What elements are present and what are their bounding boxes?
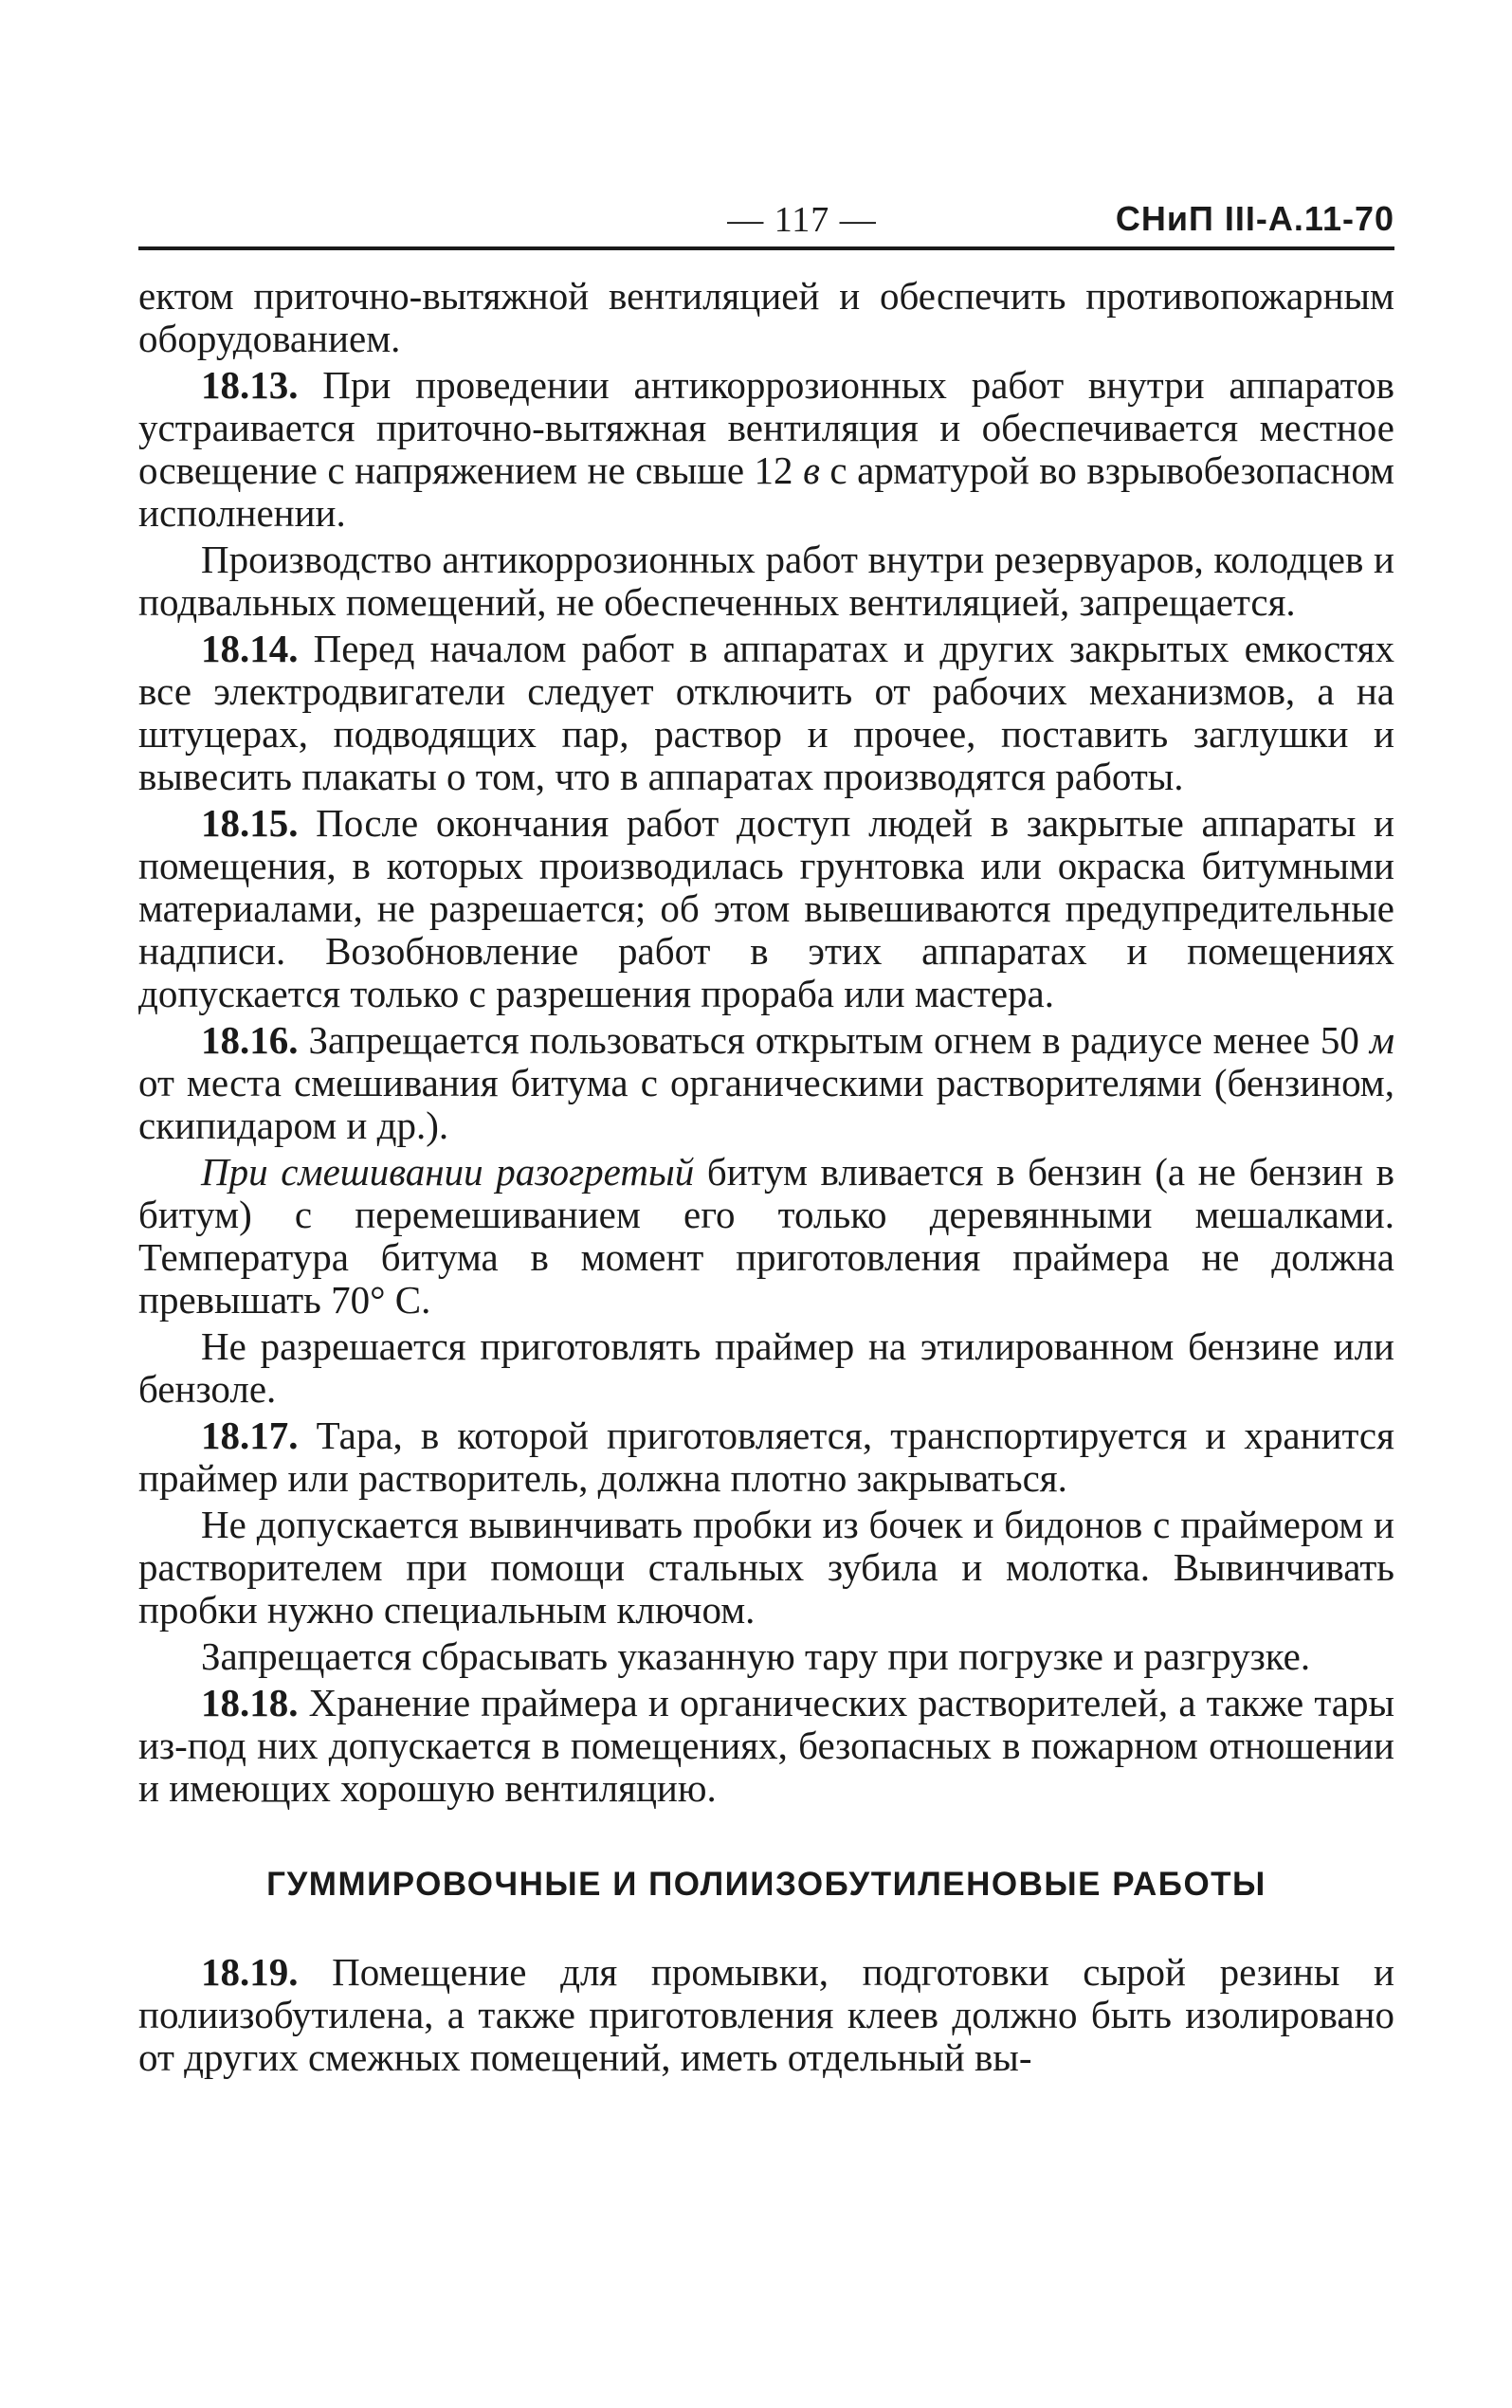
document-body: [138, 275, 1394, 2083]
paragraph-text: Не допускается вывинчивать пробки из бочек и бидонов с праймером и растворителем при помощи стальных зубила и молотка. Вывинчивать пробки нужно специальным ключом.: [138, 1503, 1394, 1632]
unit-meter: м: [1369, 1018, 1394, 1062]
clause-number: 18.15.: [201, 801, 299, 845]
clause-number: 18.14.: [201, 627, 299, 670]
clause-number: 18.16.: [201, 1018, 299, 1062]
paragraph-text: с арматурой во взрывобезопасном исполнении.: [138, 448, 1394, 535]
paragraph-text: Производство антикоррозионных работ внутри резервуаров, колодцев и подвальных помещений, не обеспеченных вентиляцией, запрещается.: [138, 538, 1394, 624]
paragraph-18-13-note: [138, 538, 1394, 624]
paragraph-18-16-primer: [138, 1325, 1394, 1411]
clause-number: 18.17.: [201, 1414, 299, 1457]
page-number: — 117 —: [727, 200, 877, 240]
paragraph-text: от места смешивания битума с органическими растворителями (бензином, скипидаром и др.).: [138, 1061, 1394, 1147]
paragraph-18-17-dropping: [138, 1635, 1394, 1678]
paragraph-text: битум вливается в бензин (а не бензин в битум) с перемешиванием его только деревянными мешалками. Температура битума в момент приготовления праймера не должна превышать 70° С.: [138, 1150, 1394, 1322]
paragraph-18-14: [138, 628, 1394, 798]
clause-number: 18.18.: [201, 1681, 299, 1724]
paragraph-text: ектом приточно-вытяжной вентиляцией и обеспечить противопожарным оборудованием.: [138, 274, 1394, 360]
paragraph-18-15: [138, 802, 1394, 1015]
paragraph-18-17-plugs: [138, 1504, 1394, 1632]
document-code: СНиП III-А.11-70: [1115, 199, 1394, 238]
page-header: [138, 195, 1394, 245]
clause-number: 18.19.: [201, 1950, 299, 1994]
paragraph-18-18: [138, 1682, 1394, 1810]
paragraph-18-13: [138, 364, 1394, 535]
paragraph-18-16: [138, 1019, 1394, 1147]
paragraph-18-16-mixing: [138, 1151, 1394, 1322]
paragraph-text: Хранение праймера и органических растворителей, а также тары из-под них допускается в помещениях, безопасных в пожарном отношении и имеющих хорошую вентиляцию.: [138, 1681, 1394, 1810]
paragraph-text: При проведении антикоррозионных работ внутри аппаратов устраивается приточно-вытяжная вентиляция и обеспечивается местное освещение с напряжением не свыше 12: [138, 363, 1394, 492]
paragraph-18-19: [138, 1951, 1394, 2079]
paragraph-18-17: [138, 1414, 1394, 1500]
italic-text: При смешивании разогретый: [201, 1150, 695, 1194]
paragraph-text: После окончания работ доступ людей в закрытые аппараты и помещения, в которых производилась грунтовка или окраска битумными материалами, не разрешается; об этом вывешиваются предупредительные надписи. Возобновление работ в этих аппаратах и помещениях допускается только с разрешения прораба или мастера.: [138, 801, 1394, 1015]
paragraph-text: Запрещается пользоваться открытым огнем в радиусе менее 50: [298, 1018, 1370, 1062]
paragraph-text: Помещение для промывки, подготовки сырой резины и полиизобутилена, а также приготовления клеев должно быть изолировано от других смежных помещений, иметь отдельный вы-: [138, 1950, 1394, 2079]
section-heading: ГУММИРОВОЧНЫЕ И ПОЛИИЗОБУТИЛЕНОВЫЕ РАБОТЫ: [266, 1866, 1266, 1903]
paragraph-text: Тара, в которой приготовляется, транспортируется и хранится праймер или растворитель, должна плотно закрываться.: [138, 1414, 1394, 1500]
unit-volt: в: [803, 448, 820, 492]
paragraph-text: Запрещается сбрасывать указанную тару при погрузке и разгрузке.: [201, 1634, 1311, 1678]
paragraph-text: Перед началом работ в аппаратах и других закрытых емкостях все электродвигатели следует отключить от рабочих механизмов, а на штуцерах, подводящих пар, раствор и прочее, поставить заглушки и вывесить плакаты о том, что в аппаратах производятся работы.: [138, 627, 1394, 798]
paragraph-text: Не разрешается приготовлять праймер на этилированном бензине или бензоле.: [138, 1324, 1394, 1411]
clause-number: 18.13.: [201, 363, 299, 407]
header-rule: [138, 246, 1394, 250]
paragraph-continuation: [138, 275, 1394, 360]
